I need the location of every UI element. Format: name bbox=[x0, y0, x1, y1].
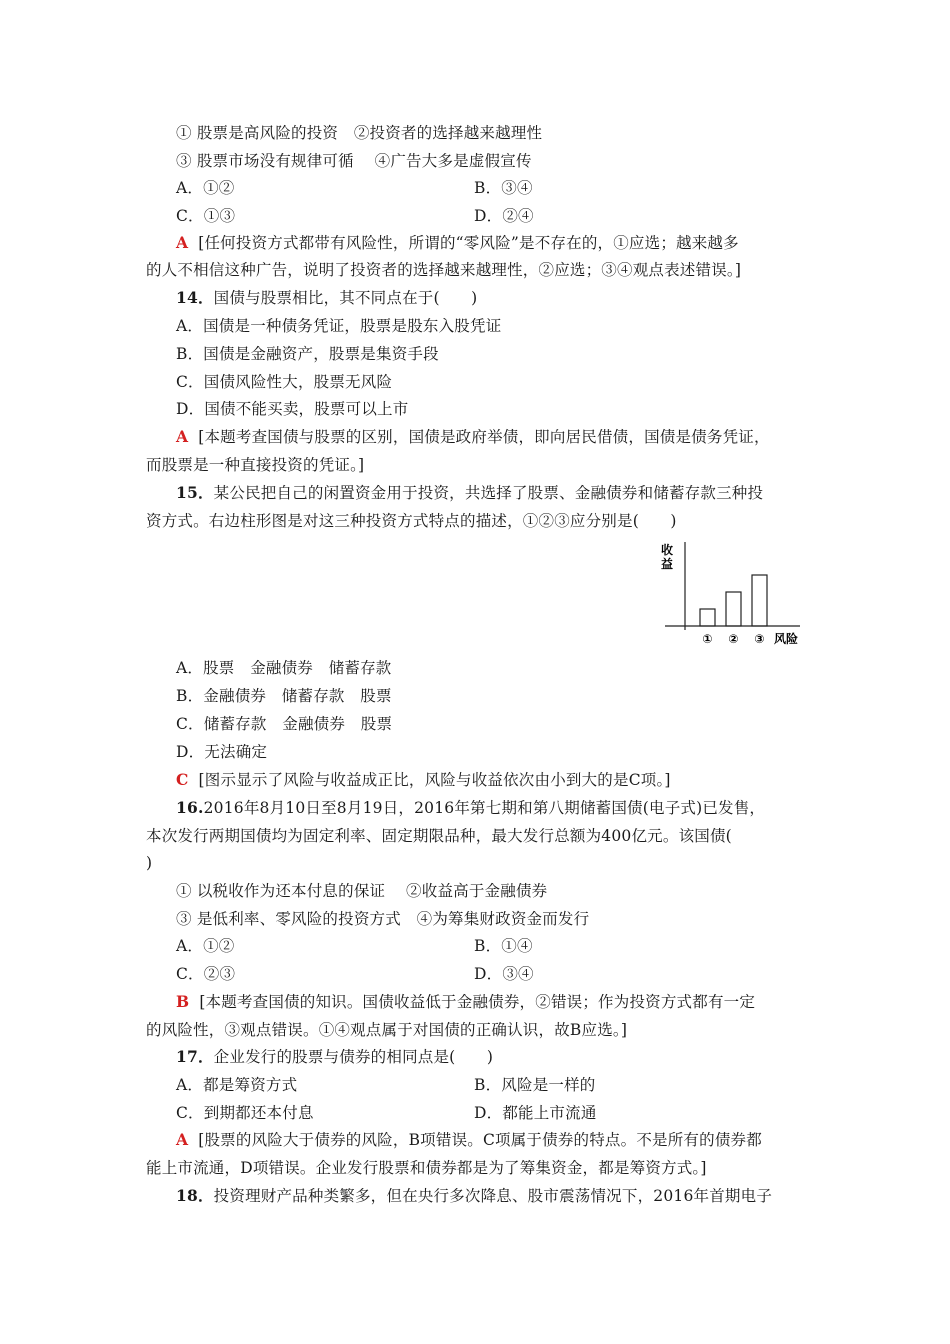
x-axis-label: 风险 bbox=[774, 632, 799, 646]
q13-answer: A bbox=[176, 233, 189, 252]
q13-explanation-2: 的人不相信这种广告，说明了投资者的选择越来越理性，②应选；③④观点表述错误。] bbox=[146, 261, 742, 279]
q13-choice-a: A．①② bbox=[176, 179, 235, 197]
q17-stem: 17．企业发行的股票与债券的相同点是( ) bbox=[176, 1047, 494, 1066]
q17-explanation-1: A [股票的风险大于债券的风险，B项错误。C项属于债券的特点。不是所有的债券都 bbox=[176, 1130, 762, 1149]
q17-choice-b: B．风险是一样的 bbox=[474, 1076, 596, 1094]
q16-choice-d: D．③④ bbox=[474, 965, 534, 983]
q16-choice-c: C．②③ bbox=[176, 965, 236, 983]
q17-answer: A bbox=[176, 1130, 189, 1149]
q16-choice-b: B．①④ bbox=[474, 937, 533, 955]
q13-option-line-1: ① 股票是高风险的投资 ②投资者的选择越来越理性 bbox=[176, 124, 543, 142]
q16-stem-1: 16.2016年8月10日至8月19日，2016年第七期和第八期储蓄国债(电子式)已发售， bbox=[176, 798, 766, 817]
q14-stem: 14．国债与股票相比，其不同点在于( ) bbox=[176, 288, 478, 307]
q14-answer: A bbox=[176, 427, 189, 446]
q17-choice-a: A．都是筹资方式 bbox=[176, 1076, 298, 1094]
q13-option-line-2: ③ 股票市场没有规律可循 ④广告大多是虚假宣传 bbox=[176, 152, 532, 170]
q16-stem-2: 本次发行两期国债均为固定利率、固定期限品种，最大发行总额为400亿元。该国债( bbox=[146, 827, 732, 845]
risk-return-bar-chart bbox=[660, 540, 810, 650]
q13-choice-d: D．②④ bbox=[474, 207, 534, 225]
tick-label-2: ② bbox=[728, 632, 739, 646]
q14-choice-b: B．国债是金融资产，股票是集资手段 bbox=[176, 345, 439, 363]
q15-stem-1: 15．某公民把自己的闲置资金用于投资，共选择了股票、金融债券和储蓄存款三种投 bbox=[176, 483, 764, 502]
q16-explanation-1: B [本题考查国债的知识。国债收益低于金融债券，②错误；作为投资方式都有一定 bbox=[176, 992, 756, 1011]
q15-choice-a: A．股票 金融债券 储蓄存款 bbox=[176, 659, 392, 677]
bar-2 bbox=[726, 592, 741, 626]
q14-number: 14． bbox=[176, 288, 214, 307]
q17-choice-d: D．都能上市流通 bbox=[474, 1104, 597, 1122]
q15-choice-d: D．无法确定 bbox=[176, 743, 268, 761]
q17-explanation-2: 能上市流通，D项错误。企业发行股票和债券都是为了筹集资金，都是筹资方式。] bbox=[146, 1159, 707, 1177]
q16-choice-a: A．①② bbox=[176, 937, 235, 955]
bar-1 bbox=[700, 609, 715, 626]
q16-number: 16. bbox=[176, 798, 204, 817]
q14-choice-d: D．国债不能买卖，股票可以上市 bbox=[176, 400, 409, 418]
q13-choice-b: B．③④ bbox=[474, 179, 533, 197]
q15-explanation: C [图示显示了风险与收益成正比，风险与收益依次由小到大的是C项。] bbox=[176, 770, 671, 789]
y-label-top: 收 bbox=[661, 543, 674, 557]
bar-3 bbox=[752, 575, 767, 626]
tick-label-1: ① bbox=[702, 632, 713, 646]
q17-number: 17． bbox=[176, 1047, 214, 1066]
q16-explanation-2: 的风险性，③观点错误。①④观点属于对国债的正确认识，故B应选。] bbox=[146, 1021, 628, 1039]
q14-choice-a: A．国债是一种债务凭证，股票是股东入股凭证 bbox=[176, 317, 502, 335]
q13-choice-c: C．①③ bbox=[176, 207, 236, 225]
q16-answer: B bbox=[176, 992, 190, 1011]
q14-explanation-2: 而股票是一种直接投资的凭证。] bbox=[146, 456, 365, 474]
q18-stem: 18．投资理财产品种类繁多，但在央行多次降息、股市震荡情况下，2016年首期电子 bbox=[176, 1186, 773, 1205]
q16-stem-3: ) bbox=[146, 854, 153, 872]
y-label-bottom: 益 bbox=[661, 557, 674, 571]
q15-choice-c: C．储蓄存款 金融债券 股票 bbox=[176, 715, 393, 733]
q16-option-line-1: ① 以税收作为还本付息的保证 ②收益高于金融债券 bbox=[176, 882, 548, 900]
q14-explanation-1: A [本题考查国债与股票的区别，国债是政府举债，即向居民借债，国债是债务凭证， bbox=[176, 427, 770, 446]
q15-number: 15． bbox=[176, 483, 214, 502]
q13-explanation-1: A [任何投资方式都带有风险性，所谓的“零风险”是不存在的，①应选；越来越多 bbox=[176, 233, 739, 252]
tick-label-3: ③ bbox=[754, 632, 765, 646]
q17-choice-c: C．到期都还本付息 bbox=[176, 1104, 314, 1122]
q18-number: 18． bbox=[176, 1186, 214, 1205]
q15-choice-b: B．金融债券 储蓄存款 股票 bbox=[176, 687, 392, 705]
q14-choice-c: C．国债风险性大，股票无风险 bbox=[176, 373, 393, 391]
q15-stem-2: 资方式。右边柱形图是对这三种投资方式特点的描述，①②③应分别是( ) bbox=[146, 512, 677, 530]
q16-option-line-2: ③ 是低利率、零风险的投资方式 ④为筹集财政资金而发行 bbox=[176, 910, 590, 928]
q15-answer: C bbox=[176, 770, 189, 789]
